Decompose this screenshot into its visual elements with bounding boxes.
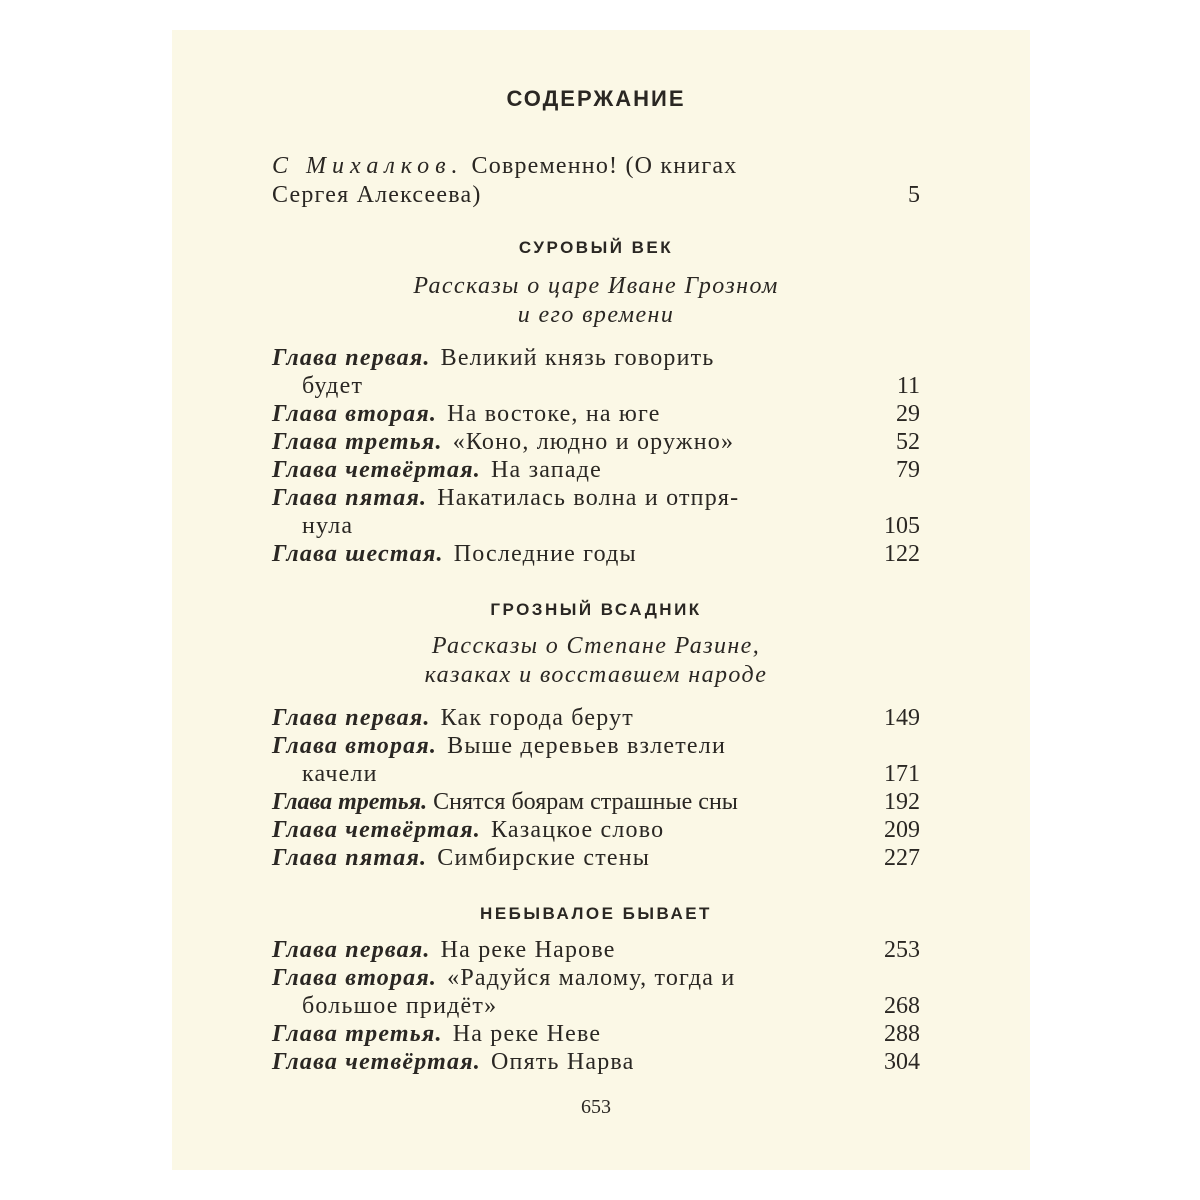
- chapter-page-number: 105: [884, 513, 920, 539]
- chapter-title: Выше деревьев взлетели: [447, 733, 726, 759]
- chapter-label: Глава вторая.: [272, 401, 438, 427]
- chapter-title: «Коно, людно и оружно»: [452, 429, 735, 455]
- chapter-page-number: 149: [884, 705, 920, 731]
- chapter-title: На реке Нарове: [440, 937, 616, 963]
- chapter-label: Глава третья.: [272, 789, 428, 815]
- chapter-page-number: 52: [896, 429, 920, 455]
- chapter-entry: [272, 456, 920, 484]
- chapter-page-number: 192: [884, 789, 920, 815]
- chapter-entry: [272, 788, 920, 816]
- section-subtitle-line2: и его времени: [517, 302, 675, 328]
- chapter-label: Глава первая.: [272, 937, 431, 963]
- chapter-entry: [272, 816, 920, 844]
- chapter-entry: [272, 1020, 920, 1048]
- section-subtitle-line1: Рассказы о царе Иване Грозном: [413, 273, 779, 299]
- chapter-page-number: 227: [884, 845, 920, 871]
- chapter-title-continuation: качели: [302, 761, 378, 787]
- chapter-entry: [272, 732, 920, 760]
- chapter-page-number: 11: [896, 373, 920, 399]
- chapter-title: Симбирские стены: [437, 845, 651, 871]
- chapter-page-number: 79: [896, 457, 920, 483]
- chapter-title-continuation: большое придёт»: [302, 993, 498, 1019]
- chapter-page-number: 171: [884, 761, 920, 787]
- chapter-page-number: 29: [896, 401, 920, 427]
- chapter-title: Великий князь говорить: [440, 345, 715, 371]
- chapter-title: Как города берут: [440, 705, 634, 731]
- chapter-title: Накатилась волна и отпря-: [437, 485, 740, 511]
- intro-author: С Михалков.: [272, 153, 464, 179]
- chapter-title: На востоке, на юге: [447, 401, 661, 427]
- chapter-entry: [272, 540, 920, 568]
- chapter-page-number: 209: [884, 817, 920, 843]
- chapter-entry: [272, 1048, 920, 1076]
- chapter-page-number: 122: [884, 541, 920, 567]
- chapter-title: На реке Неве: [452, 1021, 602, 1047]
- section-title: ГРОЗНЫЙ ВСАДНИК: [490, 600, 702, 619]
- chapter-entry: [272, 344, 920, 372]
- chapter-title: «Радуйся малому, тогда и: [447, 965, 736, 991]
- page-title: СОДЕРЖАНИЕ: [506, 86, 686, 111]
- section-title: НЕБЫВАЛОЕ БЫВАЕТ: [480, 904, 712, 923]
- intro-entry-line2: [272, 181, 920, 209]
- chapter-title: Снятся боярам страшные сны: [433, 789, 738, 815]
- chapter-entry-continuation: [272, 372, 920, 400]
- chapter-label: Глава шестая.: [272, 541, 444, 567]
- chapter-entry: [272, 844, 920, 872]
- chapter-label: Глава первая.: [272, 345, 431, 371]
- intro-page-number: 5: [908, 182, 920, 208]
- chapter-entry: [272, 484, 920, 512]
- intro-entry-line1: [272, 152, 920, 180]
- chapter-entry-continuation: [272, 992, 920, 1020]
- chapter-title: Опять Нарва: [491, 1049, 635, 1075]
- chapter-title: Казацкое слово: [491, 817, 665, 843]
- chapter-title-continuation: нула: [302, 513, 354, 539]
- chapter-title: Последние годы: [453, 541, 637, 567]
- chapter-page-number: 253: [884, 937, 920, 963]
- chapter-entry: [272, 964, 920, 992]
- section-subtitle-line2: казаках и восставшем народе: [424, 662, 768, 688]
- chapter-entry-continuation: [272, 760, 920, 788]
- chapter-title-continuation: будет: [302, 373, 364, 399]
- footer-page-number: 653: [581, 1096, 611, 1118]
- section-title: СУРОВЫЙ ВЕК: [518, 238, 674, 257]
- chapter-entry: [272, 428, 920, 456]
- chapter-entry: [272, 936, 920, 964]
- intro-title-line1: Современно! (О книгах: [471, 153, 738, 179]
- section-subtitle-line1: Рассказы о Степане Разине,: [431, 633, 761, 659]
- chapter-label: Глава вторая.: [272, 965, 438, 991]
- chapter-label: Глава четвёртая.: [272, 1049, 481, 1075]
- chapter-label: Глава третья.: [272, 429, 443, 455]
- chapter-entry: [272, 400, 920, 428]
- chapter-page-number: 304: [884, 1049, 920, 1075]
- chapter-label: Глава вторая.: [272, 733, 438, 759]
- chapter-label: Глава четвёртая.: [272, 817, 481, 843]
- chapter-label: Глава пятая.: [272, 845, 428, 871]
- chapter-label: Глава третья.: [272, 1021, 443, 1047]
- chapter-label: Глава пятая.: [272, 485, 428, 511]
- chapter-entry: [272, 704, 920, 732]
- chapter-title: На западе: [491, 457, 602, 483]
- intro-title-line2: Сергея Алексеева): [272, 182, 482, 208]
- chapter-page-number: 288: [884, 1021, 920, 1047]
- chapter-page-number: 268: [884, 993, 920, 1019]
- chapter-label: Глава первая.: [272, 705, 431, 731]
- chapter-entry-continuation: [272, 512, 920, 540]
- chapter-label: Глава четвёртая.: [272, 457, 481, 483]
